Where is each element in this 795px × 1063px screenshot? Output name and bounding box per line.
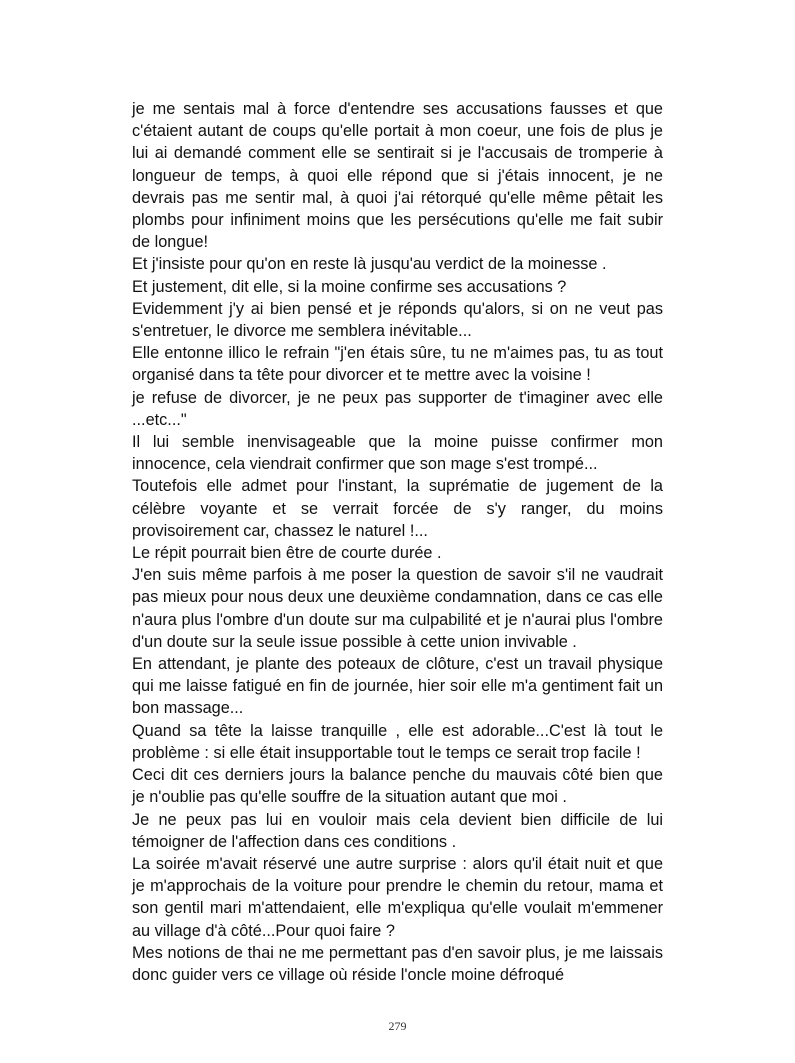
paragraph-8: Toutefois elle admet pour l'instant, la suprématie de jugement de la célèbre voyante et se verrait forcée de s'y ranger, du moins provisoirement car, chassez le naturel !... <box>132 477 663 540</box>
body-text <box>132 98 663 986</box>
paragraph-14: Je ne peux pas lui en vouloir mais cela devient bien difficile de lui témoigner de l'affection dans ces conditions . <box>132 810 663 851</box>
paragraph-10: J'en suis même parfois à me poser la question de savoir s'il ne vaudrait pas mieux pour nous deux une deuxième condamnation, dans ce cas elle n'aura plus l'ombre d'un doute sur ma culpabilité et je n'aurai plus l'ombre d'un doute sur la seule issue possible à cette union invivable . <box>132 566 663 651</box>
paragraph-13: Ceci dit ces derniers jours la balance penche du mauvais côté bien que je n'oublie pas qu'elle souffre de la situation autant que moi . <box>132 766 663 807</box>
paragraph-2: Et j'insiste pour qu'on en reste là jusqu'au verdict de la moinesse . <box>132 255 607 274</box>
paragraph-9: Le répit pourrait bien être de courte durée . <box>132 544 442 563</box>
paragraph-7: Il lui semble inenvisageable que la moine puisse confirmer mon innocence, cela viendrait confirmer que son mage s'est trompé... <box>132 433 663 474</box>
paragraph-16: Mes notions de thai ne me permettant pas d'en savoir plus, je me laissais donc guider vers ce village où réside l'oncle moine défroqué <box>132 943 663 984</box>
paragraph-3: Et justement, dit elle, si la moine confirme ses accusations ? <box>132 277 567 296</box>
paragraph-1: je me sentais mal à force d'entendre ses accusations fausses et que c'étaient autant de coups qu'elle portait à mon coeur, une fois de plus je lui ai demandé comment elle se sentirait si je l'accusais de tromperie à longueur de temps, à quoi elle répond que si j'étais innocent, je ne devrais pas me sentir mal, à quoi j'ai rétorqué qu'elle même pêtait les plombs pour infiniment moins que les persécutions qu'elle me fait subir de longue! <box>132 100 663 252</box>
paragraph-15: La soirée m'avait réservé une autre surprise : alors qu'il était nuit et que je m'approchais de la voiture pour prendre le chemin du retour, mama et son gentil mari m'attendaient, elle m'expliqua qu'elle voulait m'emmener au village d'à côté...Pour quoi faire ? <box>132 854 663 940</box>
paragraph-12: Quand sa tête la laisse tranquille , elle est adorable...C'est là tout le problème : si elle était insupportable tout le temps ce serait trop facile ! <box>132 721 663 762</box>
paragraph-6: je refuse de divorcer, je ne peux pas supporter de t'imaginer avec elle ...etc..." <box>132 388 663 429</box>
paragraph-11: En attendant, je plante des poteaux de clôture, c'est un travail physique qui me laisse fatigué en fin de journée, hier soir elle m'a gentiment fait un bon massage... <box>132 655 663 718</box>
paragraph-4: Evidemment j'y ai bien pensé et je réponds qu'alors, si on ne veut pas s'entretuer, le divorce me semblera inévitable... <box>132 299 663 341</box>
page-number: 279 <box>388 1019 407 1033</box>
paragraph-5: Elle entonne illico le refrain "j'en étais sûre, tu ne m'aimes pas, tu as tout organisé dans ta tête pour divorcer et te mettre avec la voisine ! <box>132 344 663 385</box>
